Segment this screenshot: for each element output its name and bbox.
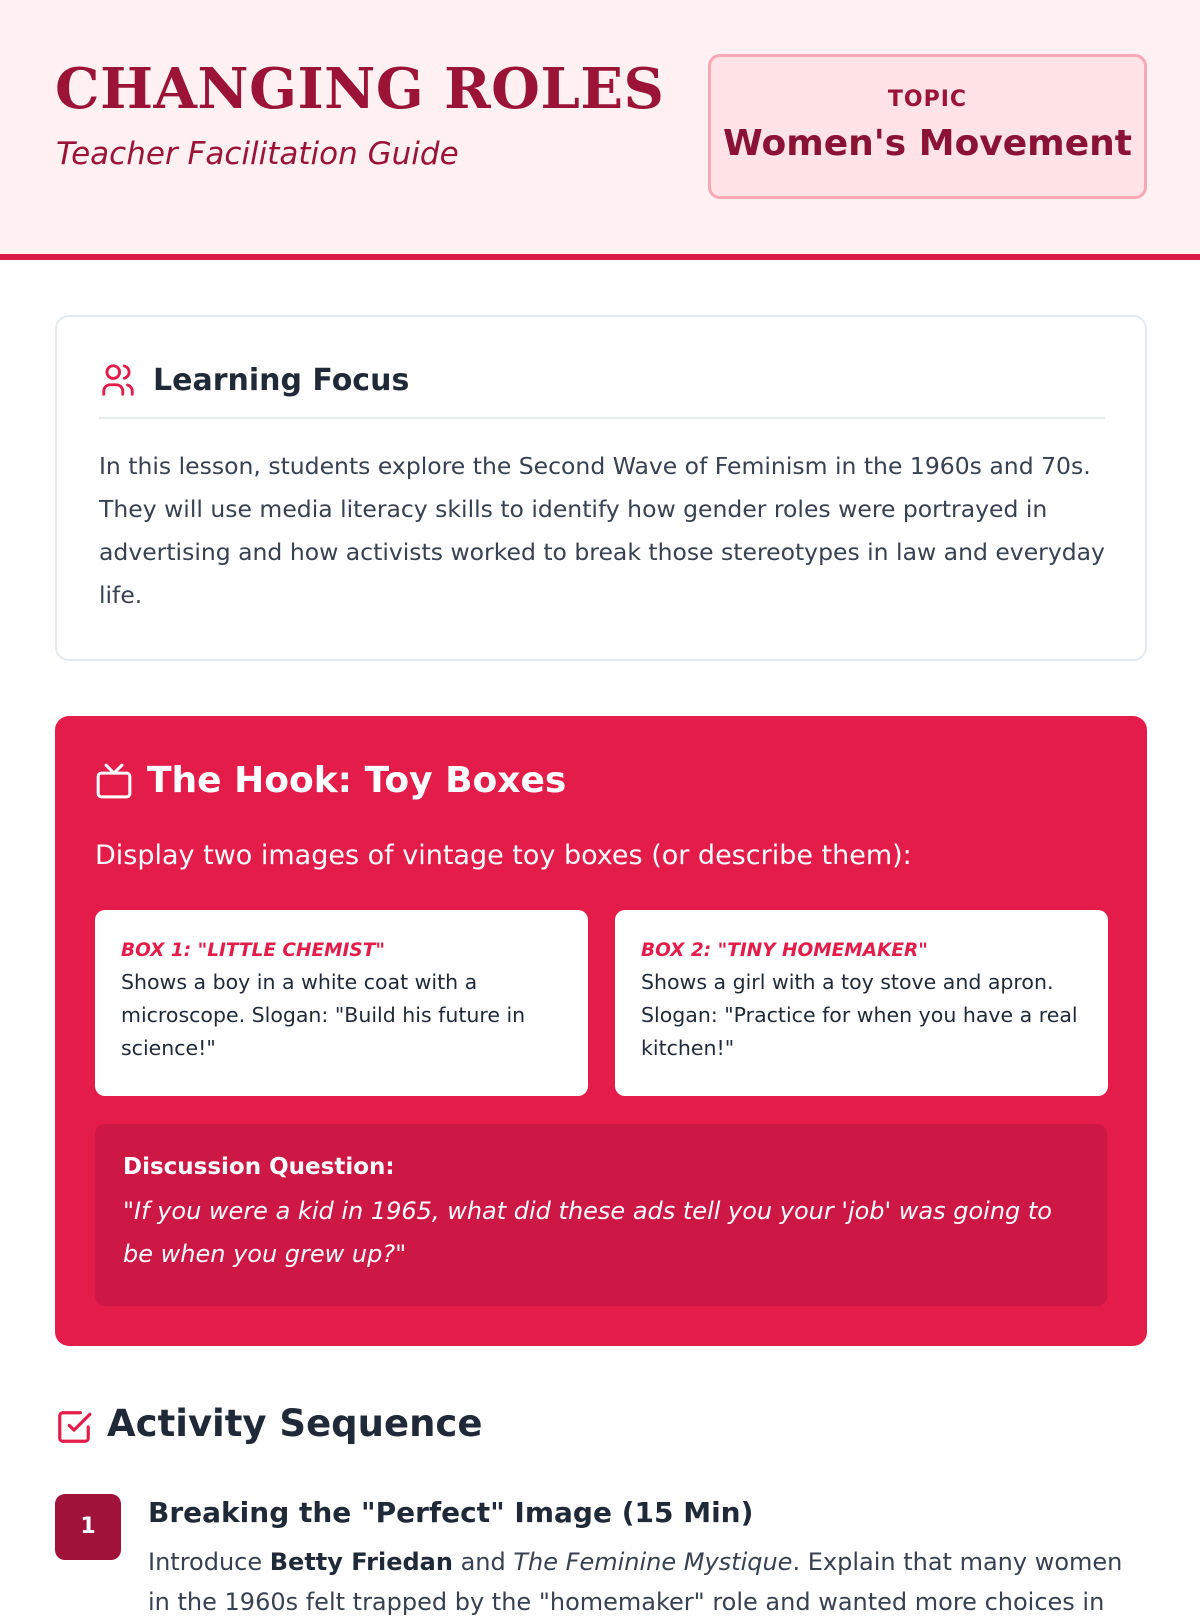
checkbox-icon xyxy=(55,1408,93,1446)
toy-box-card xyxy=(95,910,588,1096)
hook-title: The Hook: Toy Boxes xyxy=(147,760,567,801)
tv-icon xyxy=(95,762,133,800)
users-icon xyxy=(99,361,137,399)
page-title: CHANGING ROLES xyxy=(55,56,665,122)
step-text-person: Betty Friedan xyxy=(269,1548,453,1576)
step-text-and: and xyxy=(452,1548,514,1576)
step-title: Breaking the "Perfect" Image (15 Min) xyxy=(148,1496,754,1529)
toy-box-label: BOX 1: "LITTLE CHEMIST" xyxy=(121,940,385,961)
topic-value: Women's Movement xyxy=(723,123,1132,164)
topic-badge xyxy=(708,54,1147,199)
toy-box-label: BOX 2: "TINY HOMEMAKER" xyxy=(641,940,928,961)
step-description xyxy=(148,1542,1128,1622)
toy-box-description: Shows a boy in a white coat with a microscope. Slogan: "Build his future in science!" xyxy=(121,970,526,1060)
learning-focus-body: In this lesson, students explore the Second Wave of Feminism in the 1960s and 70s. They will use media literacy skills to identify how gender roles were portrayed in advertising and how activists worked to break those stereotypes in law and everyday life. xyxy=(99,452,1105,609)
hook-section xyxy=(55,716,1147,1346)
discussion-question-label: Discussion Question: xyxy=(123,1154,395,1180)
step-text-rest: . Explain that many women in the 1960s felt trapped by the "homemaker" role and wanted more choices in xyxy=(148,1548,1123,1616)
step-text-book: The Feminine Mystique xyxy=(513,1548,793,1576)
step-text-intro: Introduce xyxy=(148,1548,270,1576)
page-subtitle: Teacher Facilitation Guide xyxy=(56,136,459,172)
topic-label: TOPIC xyxy=(887,87,968,112)
page-header xyxy=(0,0,1200,260)
divider xyxy=(99,417,1105,419)
toy-box-description: Shows a girl with a toy stove and apron. Slogan: "Practice for when you have a real kitchen!" xyxy=(641,970,1078,1060)
learning-focus-title: Learning Focus xyxy=(153,363,410,398)
discussion-question-text: "If you were a kid in 1965, what did these ads tell you your 'job' was going to be when you grew up?" xyxy=(123,1197,1052,1268)
hook-intro: Display two images of vintage toy boxes (or describe them): xyxy=(95,840,912,871)
toy-box-card xyxy=(615,910,1108,1096)
step-number-badge: 1 xyxy=(55,1494,121,1560)
activity-sequence-title: Activity Sequence xyxy=(107,1402,483,1445)
discussion-question-box xyxy=(95,1124,1107,1306)
learning-focus-card xyxy=(55,315,1147,661)
